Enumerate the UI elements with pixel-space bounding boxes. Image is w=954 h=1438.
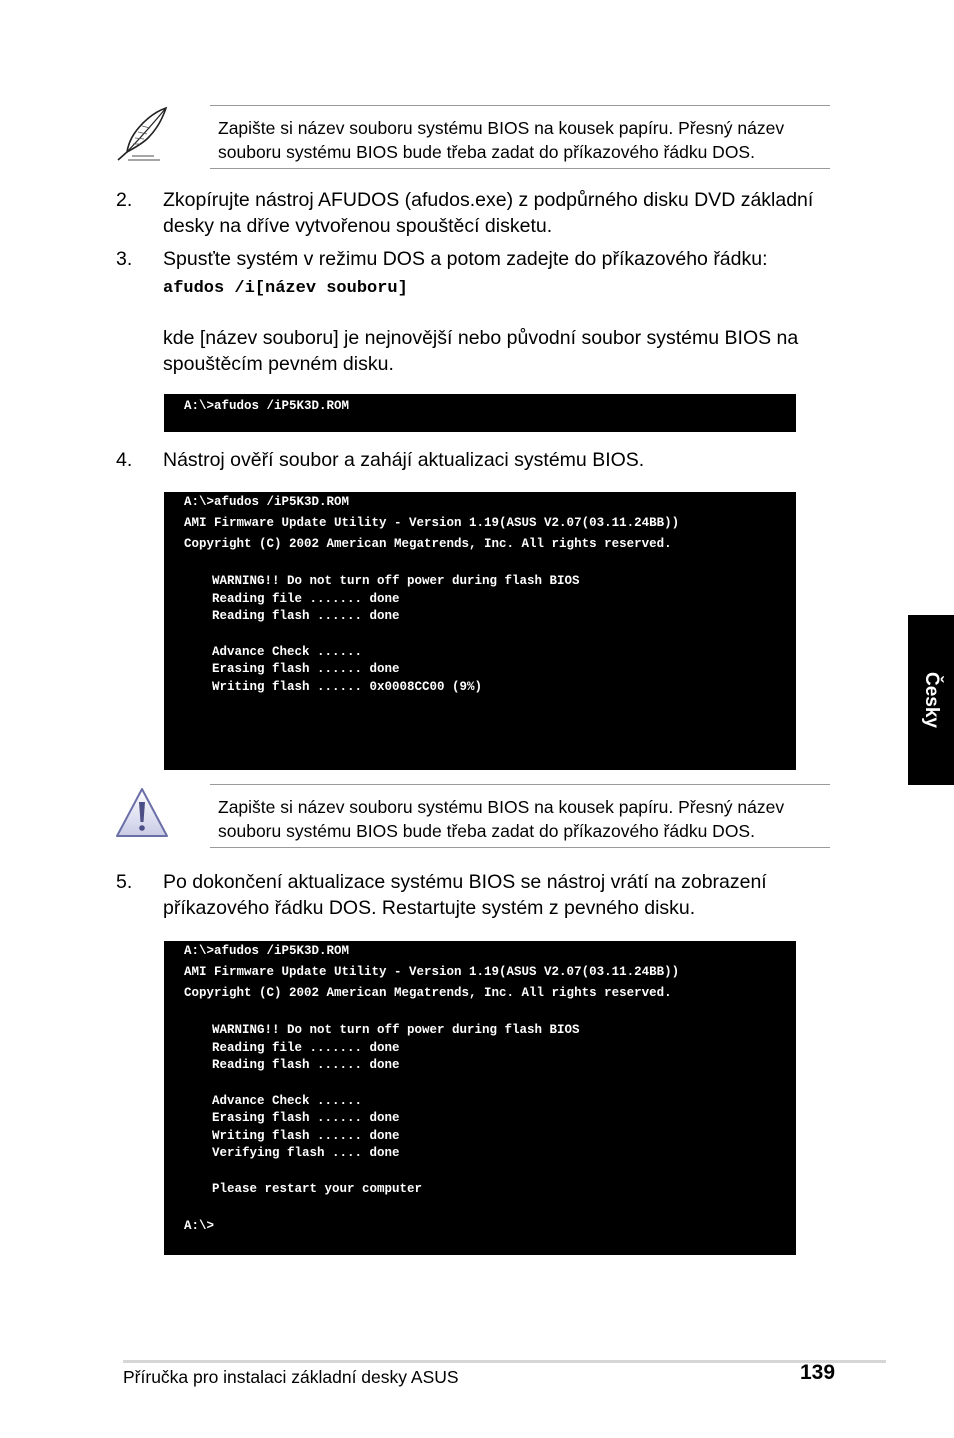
footer-divider [123,1360,886,1363]
terminal-screen [164,394,796,432]
note-box [210,105,830,169]
terminal-line: WARNING!! Do not turn off power during flash BIOS [212,574,580,588]
note-text-line: Zapište si název souboru systému BIOS na kousek papíru. Přesný název [218,118,785,138]
step-text-line: desky na dříve vytvořenou spouštěcí disketu. [163,215,553,237]
command-text: afudos /i[název souboru] [163,279,408,298]
terminal-line: A:\> [184,1219,215,1233]
terminal-line: Copyright (C) 2002 American Megatrends, Inc. All rights reserved. [184,537,672,551]
step-number: 3. [116,248,133,270]
terminal-line: Reading flash ...... done [212,1058,400,1072]
step-text-line: Po dokončení aktualizace systému BIOS se nástroj vrátí na zobrazení [163,871,767,893]
terminal-line: Reading file ....... done [212,1040,400,1055]
step-text [163,187,833,239]
terminal-line: Reading flash ...... done [212,609,400,623]
terminal-line: A:\>afudos /iP5K3D.ROM [184,495,350,509]
terminal-line: Erasing flash ...... done [212,1111,400,1125]
step-text-line: spouštěcím pevném disku. [163,353,394,375]
terminal-line: WARNING!! Do not turn off power during flash BIOS [212,1023,580,1037]
note-text-line: souboru systému BIOS bude třeba zadat do příkazového řádku DOS. [218,821,755,841]
note-text-line: Zapište si název souboru systému BIOS na kousek papíru. Přesný název [218,797,785,817]
step-text-line: kde [název souboru] je nejnovější nebo původní soubor systému BIOS na [163,327,799,349]
warning-icon [114,786,170,840]
terminal-line: Advance Check ...... [212,644,363,659]
terminal-line: A:\>afudos /iP5K3D.ROM [184,399,350,413]
step-description [163,325,833,377]
terminal-line: Reading file ....... done [212,591,400,606]
terminal-line: Verifying flash .... done [212,1146,400,1160]
terminal-line: Advance Check ...... [212,1093,363,1108]
step-text-line: příkazového řádku DOS. Restartujte systém z pevného disku. [163,897,696,919]
terminal-line: Please restart your computer [212,1181,423,1196]
step-number: 4. [116,449,133,471]
step-number: 2. [116,189,133,211]
step-text: Nástroj ověří soubor a zahájí aktualizaci systému BIOS. [163,449,645,471]
page-number: 139 [800,1361,836,1384]
footer-title: Příručka pro instalaci základní desky ASUS [123,1367,459,1387]
terminal-screen [164,492,796,770]
warning-box [210,784,830,848]
step-number: 5. [116,871,133,893]
step-text [163,869,833,921]
feather-pen-icon [114,104,174,162]
terminal-line: Writing flash ...... 0x0008CC00 (9%) [212,679,483,694]
terminal-screen [164,941,796,1255]
terminal-line: AMI Firmware Update Utility - Version 1.19(ASUS V2.07(03.11.24BB)) [184,965,680,979]
language-tab [908,615,954,785]
terminal-line: Copyright (C) 2002 American Megatrends, Inc. All rights reserved. [184,986,672,1000]
step-text-line: Zkopírujte nástroj AFUDOS (afudos.exe) z podpůrného disku DVD základní [163,189,814,211]
language-tab-label: Česky [921,672,942,728]
note-text-line: souboru systému BIOS bude třeba zadat do příkazového řádku DOS. [218,142,755,162]
terminal-line: A:\>afudos /iP5K3D.ROM [184,944,350,958]
terminal-line: AMI Firmware Update Utility - Version 1.19(ASUS V2.07(03.11.24BB)) [184,516,680,530]
terminal-line: Writing flash ...... done [212,1128,400,1143]
step-text: Spusťte systém v režimu DOS a potom zadejte do příkazového řádku: [163,248,768,270]
terminal-line: Erasing flash ...... done [212,662,400,676]
